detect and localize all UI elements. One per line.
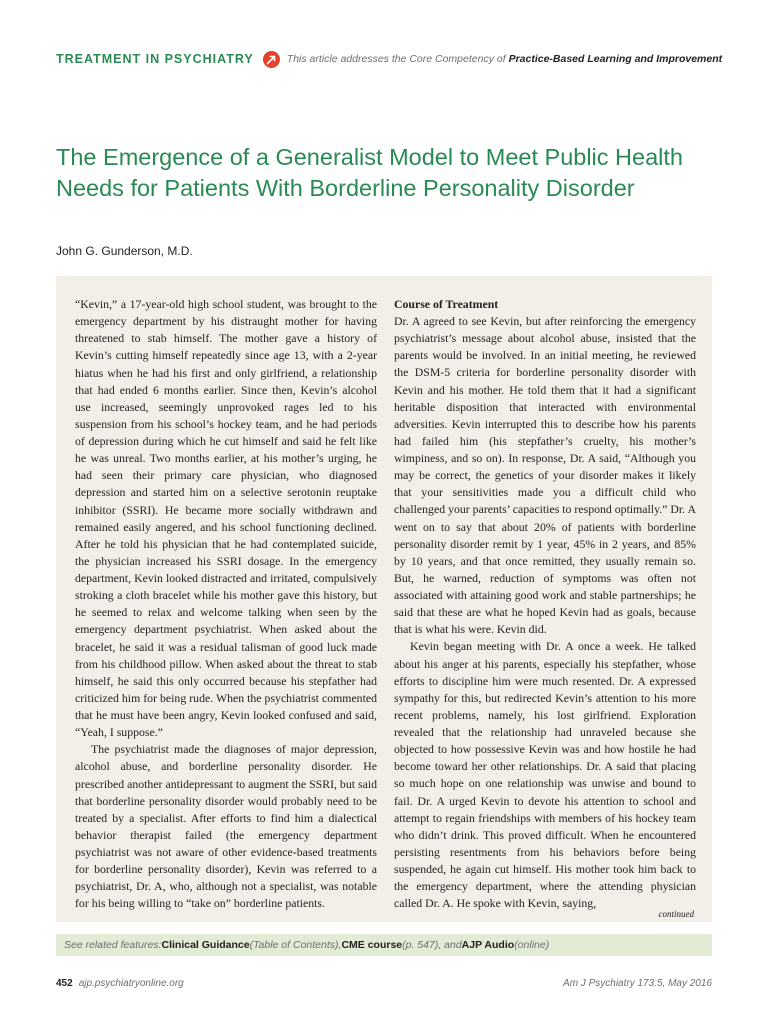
running-header [56, 48, 723, 70]
body-paragraph: The psychiatrist made the diagnoses of major depression, alcohol abuse, and borderline personality disorder. He prescribed another antidepressant to augment the SSRI, but said that borderline personality disorder would probably need to be treated by a specialist. After efforts to find him a dialectical behavior therapist failed (the emergency department psychiatrist was not aware of other evidence-based treatments for borderline personality disorder), Kevin was referred to a psychiatrist, Dr. A, who, although not a specialist, was notable for his being willing to “take on” borderline patients. [75, 742, 377, 911]
body-paragraph: Dr. A agreed to see Kevin, but after reinforcing the emergency psychiatrist’s message about alcohol abuse, insisted that the parents would be involved. In an initial meeting, he reviewed the DSM-5 criteria for borderline personality disorder with Kevin and his mother. He told them that it had a significant heritable disposition that interacted with environmental adversities. Kevin interrupted this to describe how his parents had failed him (his stepfather’s cruelty, his mother’s wimpiness, and so on). In response, Dr. A said, “Although you may be correct, the genetics of your disorder makes it likely that your sensitivities made you a difficult child who challenged your parents’ capacities to respond optimally.” Dr. A went on to say that about 20% of patients with borderline personality disorder remit by 1 year, 45% in 2 years, and 85% by 10 years, and that once remitted, they usually remain so. But, he warned, reduction of symptoms was often not associated with attaining good work and stable partnerships; he said that these are what he hoped Kevin had as goals, because that is what his were. Kevin did. [394, 314, 696, 637]
footer-left [56, 978, 184, 989]
body-paragraph: Kevin began meeting with Dr. A once a week. He talked about his anger at his parents, especially his stepfather, whose efforts to discipline him were much resented. Dr. A expressed sympathy for this, but redirected Kevin’s attention to his more recent problems, namely, his lost girlfriend. Exploration revealed that the relationship had unraveled because she objected to how possessive Kevin was and how hostile he had become toward her other relationships. Dr. A said that placing so much hope on one relationship was unwise and bound to fail. Dr. A urged Kevin to devote his attention to school and attempt to regain friendships with members of his hockey team who didn’t drink. This proved difficult. When he encountered persisting resentments from his behaviors before being suspended, he again cut himself. His mother took him back to the emergency department, where the attending physician called Dr. A. He spoke with Kevin, saying, [394, 639, 696, 911]
body-paragraph: “Kevin,” a 17-year-old high school student, was brought to the emergency department by his distraught mother for having threatened to stab himself. The mother gave a history of Kevin’s cutting himself repeatedly since age 13, with a 2-year hiatus when he had his first and only girlfriend, a relationship that had ended 6 months earlier. Since then, Kevin’s alcohol use increased, seemingly unprovoked rages led to his suspension from his school’s hockey team, and he had periods of depression during which he cut himself and said he felt like he was unreal. Two months earlier, at his mother’s urging, he had seen their primary care physician, who diagnosed depression and started him on a selective serotonin reuptake inhibitor (SSRI). He became more socially withdrawn and remained easily angered, and his school functioning declined. After he told his physician that he had contemplated suicide, the physician increased his SSRI dosage. In the emergency department, Kevin looked distracted and irritated, compulsively stroking a cloth bracelet while his mother gave this history, but he seemed to relax and welcome talking when seen by the emergency department psychiatrist. When asked about the bracelet, he said it was a residual talisman of good luck made from his childhood pillow. When asked about the threat to stab himself, he said this only occurred because his stepfather had criticized him for being rude. When the psychiatrist commented that he must have been angry, Kevin looked confused and said, “Yeah, I suppose.” [75, 297, 377, 740]
continued-note: continued [658, 909, 694, 919]
core-competency-icon [263, 51, 280, 68]
related-prefix: See related features: [64, 939, 162, 951]
related-note: (Table of Contents), [249, 939, 342, 951]
right-column [394, 296, 696, 912]
page-number: 452 [56, 978, 73, 989]
article-title: The Emergence of a Generalist Model to Meet Public Health Needs for Patients With Borderline Personality Disorder [56, 144, 683, 201]
competency-note [287, 53, 722, 65]
related-note: (p. 547), and [402, 939, 462, 951]
competency-prefix: This article addresses the Core Competency of [286, 53, 509, 65]
section-heading: Course of Treatment [394, 297, 499, 311]
journal-citation: Am J Psychiatry 173:5, May 2016 [563, 978, 712, 989]
author-byline: John G. Gunderson, M.D. [56, 244, 193, 258]
related-note: (online) [514, 939, 550, 951]
related-features-bar [56, 934, 712, 956]
competency-name: Practice-Based Learning and Improvement [508, 53, 723, 65]
left-column [75, 296, 377, 913]
section-label: TREATMENT IN PSYCHIATRY [56, 52, 254, 66]
related-link-clinical-guidance[interactable]: Clinical Guidance [161, 939, 250, 951]
related-link-ajp-audio[interactable]: AJP Audio [461, 939, 515, 951]
related-link-cme-course[interactable]: CME course [341, 939, 403, 951]
journal-url[interactable]: ajp.psychiatryonline.org [78, 978, 184, 989]
